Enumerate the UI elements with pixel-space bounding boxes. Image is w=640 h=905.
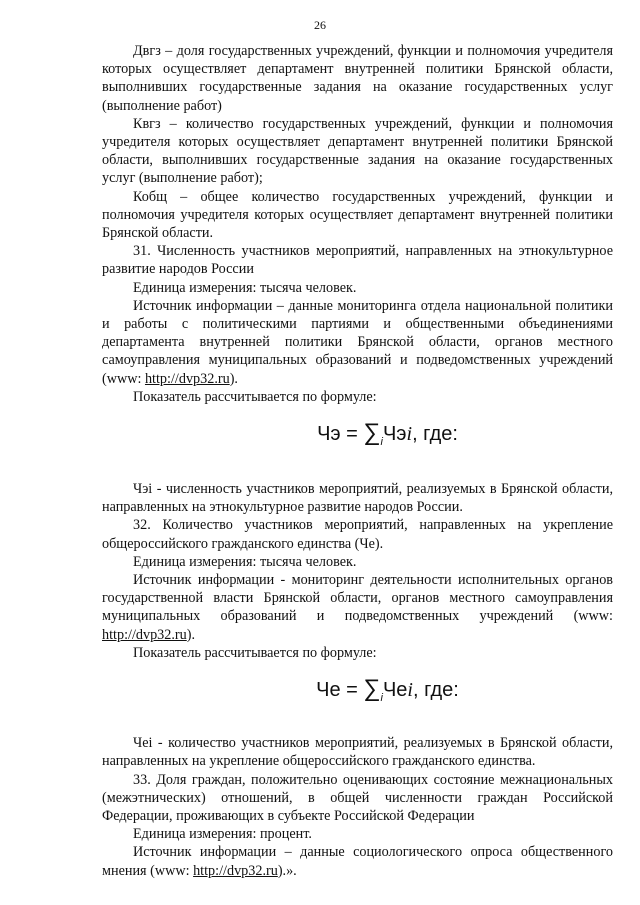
formula-term: Че xyxy=(382,679,408,702)
paragraph-kvgz: Квгз – количество государственных учреждений, функции и полномочия учредителя которых осуществляет департамент внутренней политики Брянской области, выполнивших государственные задания на оказание государственных услуг (выполнение работ); xyxy=(102,115,613,187)
section-33-source xyxy=(102,843,613,879)
sum-index: i xyxy=(380,436,383,449)
formula-lhs: Чэ = xyxy=(317,423,364,446)
section-32-definition: Чеi - количество участников мероприятий, реализуемых в Брянской области, направленных на укрепление общероссийского гражданского единства. xyxy=(102,735,613,770)
source-text-end: ).». xyxy=(277,862,297,879)
document-body xyxy=(102,42,613,880)
formula-tail: , где: xyxy=(412,423,458,446)
source-text: Источник информации – данные социологического опроса общественного мнения (www: xyxy=(102,844,613,879)
section-32-formula-intro: Показатель рассчитывается по формуле: xyxy=(133,644,377,661)
sigma-symbol: ∑ xyxy=(363,419,381,447)
sum-index: i xyxy=(380,692,383,705)
source-text-end: ). xyxy=(229,370,238,387)
formula-che-sum xyxy=(102,421,613,454)
section-31-title: 31. Численность участников мероприятий, направленных на этнокультурное развитие народов России xyxy=(102,243,613,278)
section-32-title: 32. Количество участников мероприятий, направленных на укрепление общероссийского гражданского единства (Че). xyxy=(102,517,613,552)
section-32-unit: Единица измерения: тысяча человек. xyxy=(133,553,357,570)
source-text: Источник информации - мониторинг деятельности исполнительных органов государственной власти Брянской области, органов местного самоуправления муниципальных образований и подведомственных учреждений (www: xyxy=(102,572,613,625)
source-text-end: ). xyxy=(186,626,196,643)
section-31-formula-intro: Показатель рассчитывается по формуле: xyxy=(133,388,377,405)
formula-tail: , где: xyxy=(412,679,459,702)
formula-term: Чэ xyxy=(382,423,407,446)
formula-lhs: Че = xyxy=(316,679,364,702)
page-number: 26 xyxy=(314,18,326,32)
paragraph-kobsh: Кобщ – общее количество государственных учреждений, функции и полномочия учредителя которых осуществляет департамент внутренней политики Брянской области. xyxy=(102,188,613,242)
section-33-unit: Единица измерения: процент. xyxy=(133,826,312,843)
formula-che2-sum xyxy=(102,677,613,710)
section-33-title: 33. Доля граждан, положительно оценивающих состояние межнациональных (межэтнических) отношений, в общей численности граждан Российской Федерации, проживающих в субъекте Российской Федерации xyxy=(102,771,613,824)
source-text: Источник информации – данные мониторинга отдела национальной политики и работы с политическими партиями и общественными объединениями департамента внутренней политики Брянской области, органов местного самоуправления муниципальных образований и подведомственных учреждений (www: xyxy=(102,297,613,387)
formula-var: i xyxy=(407,679,413,702)
section-31-unit: Единица измерения: тысяча человек. xyxy=(133,279,357,296)
source-link[interactable]: http://dvp32.ru xyxy=(193,862,278,879)
source-link[interactable]: http://dvp32.ru xyxy=(102,626,187,643)
source-link[interactable]: http://dvp32.ru xyxy=(144,370,230,387)
section-31-definition: Чэi - численность участников мероприятий, реализуемых в Брянской области, направленных на этнокультурное развитие народов России. xyxy=(102,481,613,516)
section-31-source xyxy=(102,297,613,388)
sigma-symbol: ∑ xyxy=(363,675,381,703)
formula-var: i xyxy=(406,423,413,446)
section-32-source xyxy=(102,571,613,644)
paragraph-dvgz: Двгз – доля государственных учреждений, функции и полномочия учредителя которых осуществляет департамент внутренней политики Брянской области, выполнивших государственные задания на оказание государственных услуг (выполнение работ) xyxy=(102,43,613,114)
